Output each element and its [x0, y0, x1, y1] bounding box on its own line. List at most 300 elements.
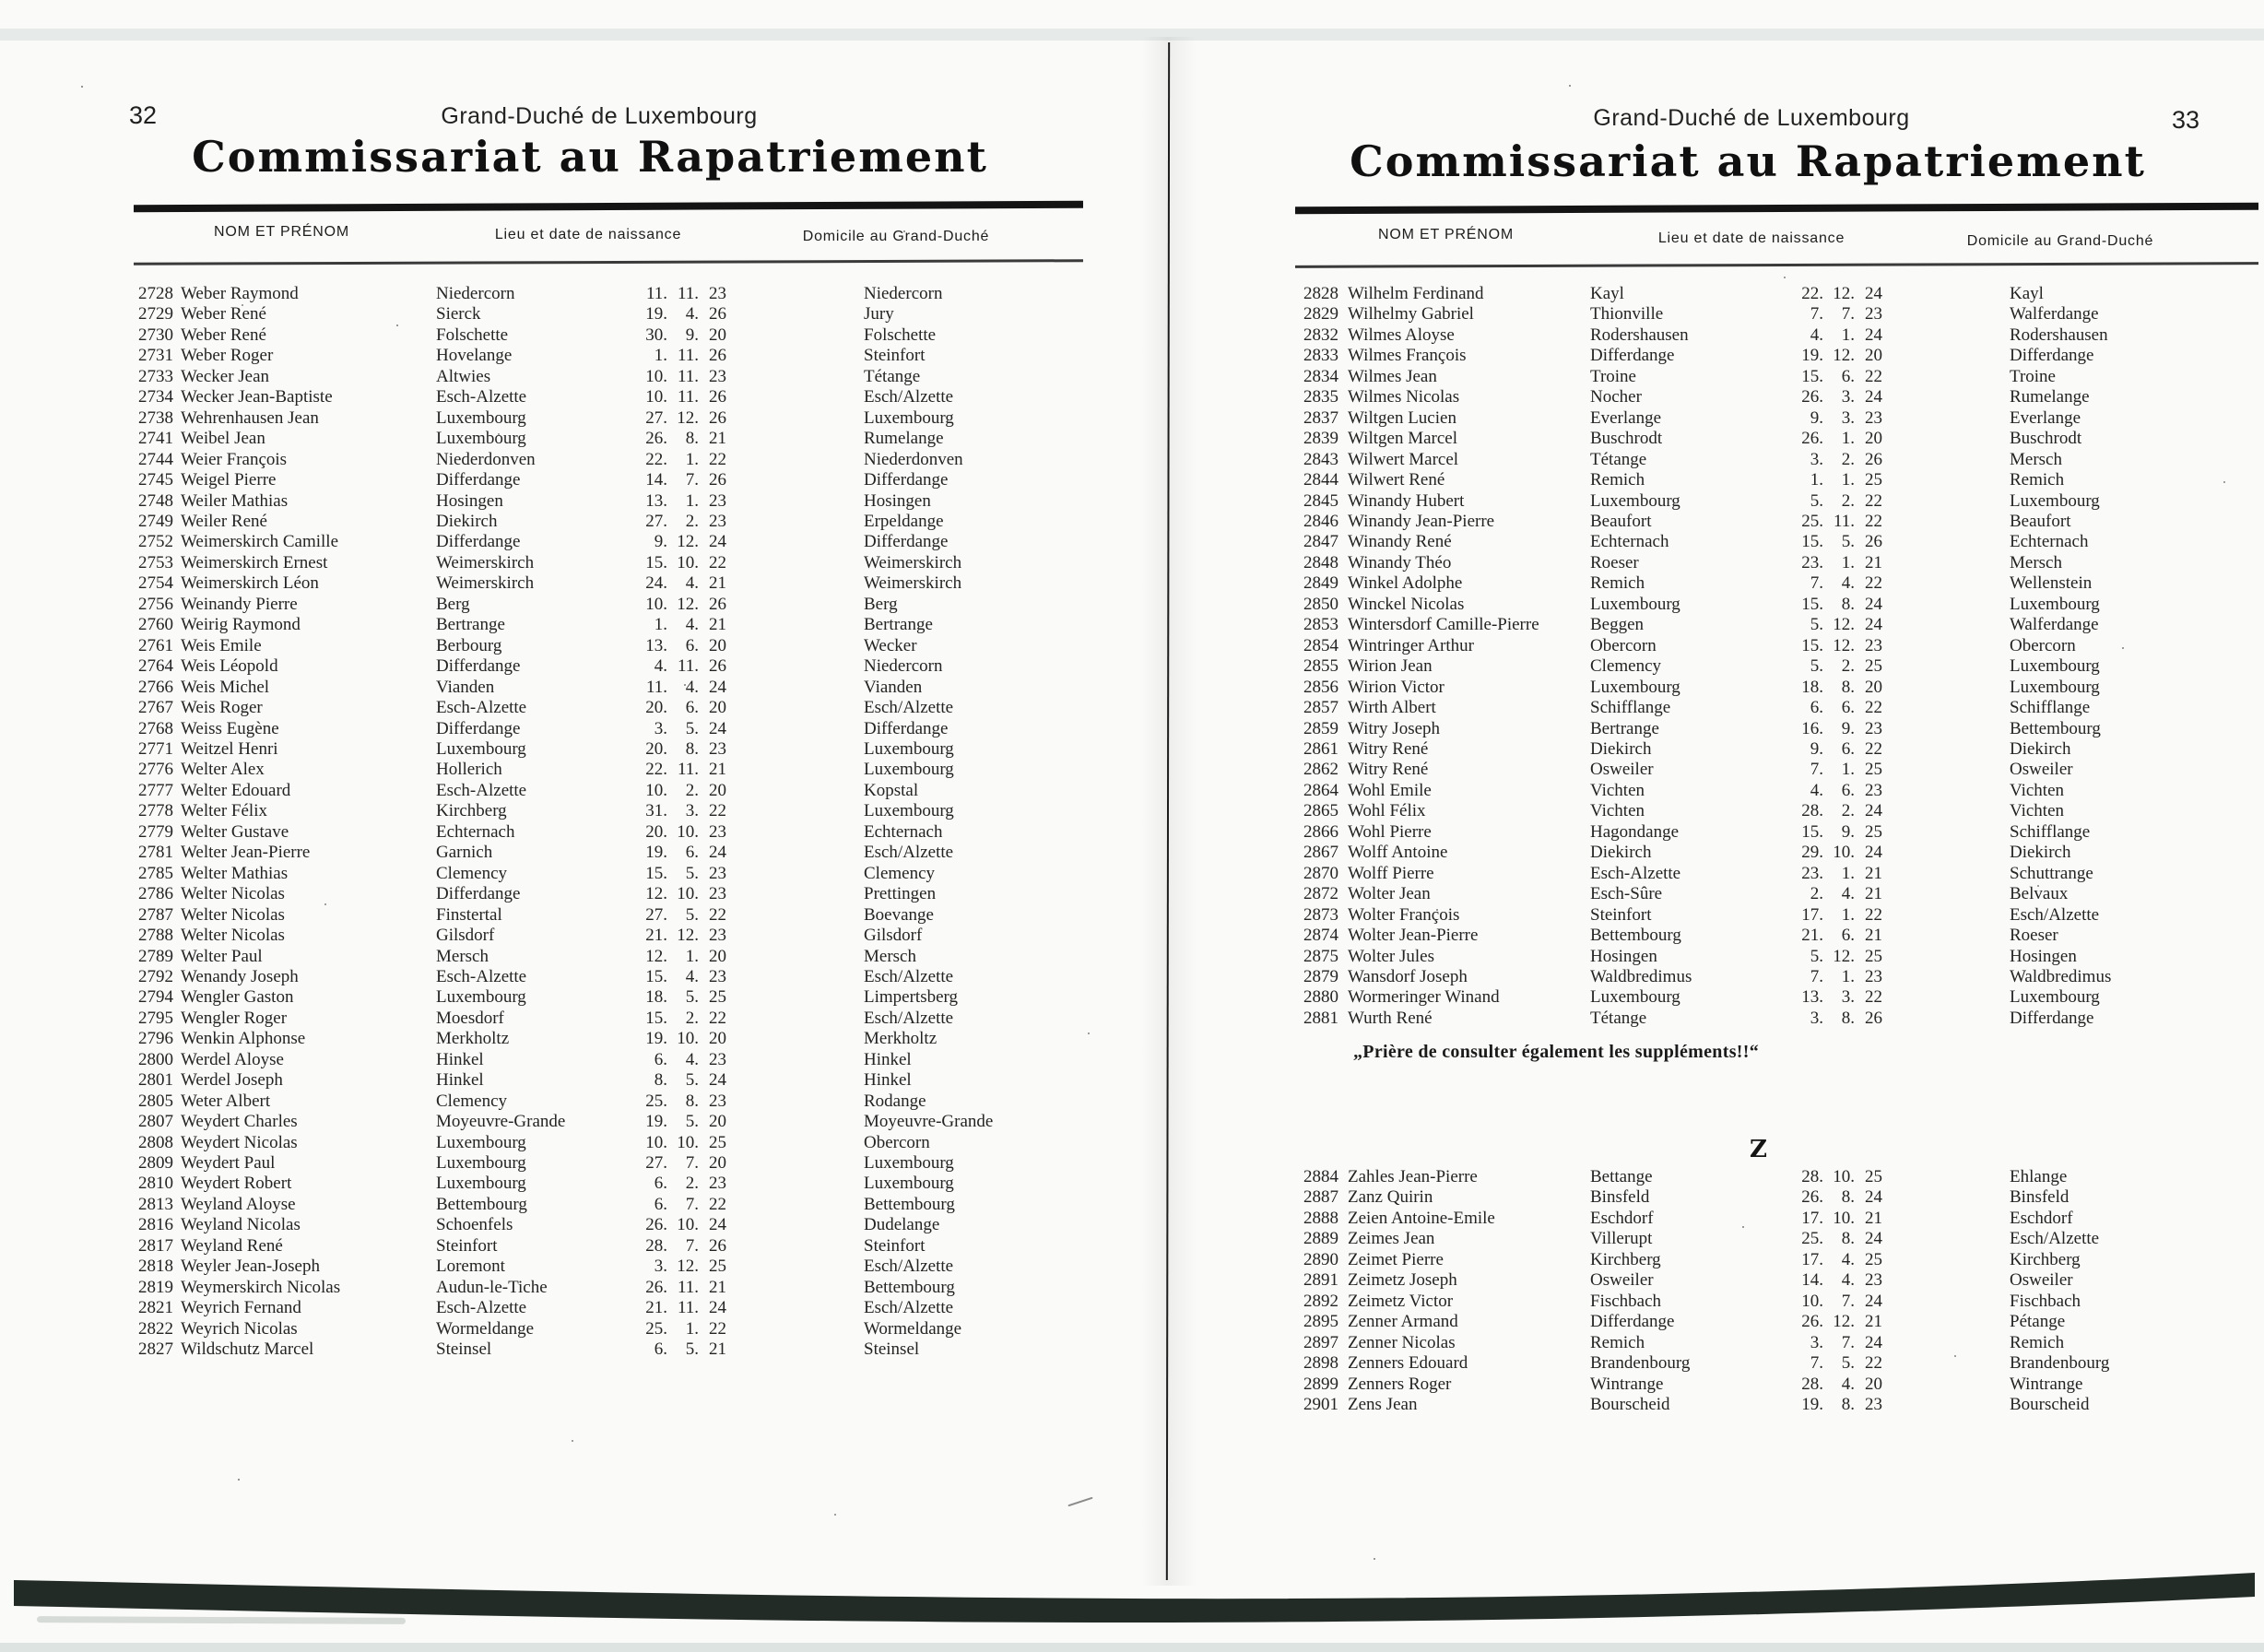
entry-birthdate — [1749, 615, 1882, 635]
entry-birthplace: Diekirch — [436, 511, 498, 531]
entry-birthdate — [1749, 1292, 1882, 1312]
entry-domicile: Niedercorn — [864, 656, 943, 677]
entry-birthdate — [597, 408, 726, 429]
entry-birthdate-year: 21 — [1865, 1312, 1882, 1332]
entry-birthdate — [597, 801, 726, 821]
entry-birthdate-month: 5. — [685, 1112, 699, 1132]
entry-name: Wirion Victor — [1348, 677, 1444, 697]
table-row — [1289, 739, 2229, 760]
entry-birthdate — [597, 926, 726, 946]
entry-birthplace: Luxembourg — [436, 429, 526, 449]
entry-birthdate-year: 22 — [1865, 904, 1882, 925]
table-row — [120, 553, 1060, 573]
entry-domicile: Wintrange — [2010, 1374, 2083, 1394]
entry-number: 2898 — [1303, 1353, 1338, 1374]
entry-birthdate-month: 1. — [1841, 904, 1855, 925]
entry-name: Wormeringer Winand — [1348, 987, 1500, 1008]
entry-birthdate-month: 4. — [685, 304, 699, 324]
entry-birthdate-day: 28. — [1801, 1167, 1823, 1186]
entry-domicile: Roeser — [2010, 926, 2058, 946]
entry-number: 2827 — [138, 1339, 173, 1360]
entry-birthplace: Differdange — [436, 470, 521, 490]
entry-birthdate — [1749, 346, 1882, 366]
entry-domicile: Vianden — [864, 677, 923, 697]
entry-birthdate — [1749, 739, 1882, 760]
entry-birthdate — [1749, 884, 1882, 904]
entry-birthplace: Differdange — [1590, 346, 1675, 366]
entry-birthdate-month: 10. — [677, 821, 699, 842]
entry-birthdate-day: 28. — [1801, 1374, 1823, 1394]
column-header-domicile-right: Domicile au Grand-Duché — [1966, 233, 2154, 249]
entry-domicile: Luxembourg — [864, 760, 954, 780]
entry-birthdate-day: 26. — [645, 429, 667, 449]
entry-name: Wilwert Marcel — [1348, 449, 1459, 469]
entry-birthdate-year: 22 — [1865, 738, 1882, 759]
entry-birthdate — [1749, 760, 1882, 780]
entry-birthplace: Sierck — [436, 304, 481, 324]
table-row — [120, 967, 1060, 987]
entry-birthdate-day: 15. — [1801, 366, 1823, 386]
entry-domicile: Pétange — [2010, 1312, 2066, 1332]
entry-domicile: Echternach — [864, 821, 943, 842]
entry-birthplace: Esch-Alzette — [436, 1298, 527, 1318]
entry-birthdate-month: 5. — [685, 904, 699, 925]
entry-domicile: Diekirch — [2010, 738, 2071, 759]
entry-birthdate-day: 5. — [1810, 656, 1823, 677]
table-row — [120, 1050, 1060, 1070]
entry-number: 2741 — [138, 429, 173, 449]
entry-birthdate-year: 20 — [709, 698, 726, 718]
entry-birthdate-day: 22. — [645, 760, 667, 780]
entry-number: 2810 — [138, 1174, 173, 1194]
entry-birthdate — [597, 470, 726, 490]
entry-birthdate-day: 31. — [645, 801, 667, 821]
entry-birthplace: Clemency — [436, 863, 508, 883]
table-row — [120, 1092, 1060, 1112]
entry-birthplace: Diekirch — [1590, 738, 1652, 759]
entry-name: Wolter François — [1348, 904, 1460, 925]
entry-birthdate — [597, 1133, 726, 1153]
entry-name: Wilmes Jean — [1348, 366, 1437, 386]
entry-birthdate-day: 5. — [1810, 615, 1823, 635]
entry-birthdate-year: 24 — [1865, 615, 1882, 635]
table-row — [120, 367, 1060, 387]
entry-number: 2833 — [1303, 346, 1338, 366]
entry-birthdate — [1749, 967, 1882, 987]
entry-domicile: Walferdange — [2010, 304, 2099, 324]
table-row — [120, 1215, 1060, 1235]
entry-number: 2819 — [138, 1277, 173, 1297]
entry-birthdate-year: 25 — [1865, 760, 1882, 780]
entry-name: Wenandy Joseph — [181, 966, 299, 986]
entry-domicile: Hinkel — [864, 1070, 912, 1091]
entry-name: Zeimetz Victor — [1348, 1291, 1454, 1311]
entry-birthdate-day: 26. — [645, 1277, 667, 1297]
entry-number: 2788 — [138, 926, 173, 946]
entry-birthdate-month: 5. — [685, 718, 699, 738]
entry-birthdate-day: 10. — [645, 780, 667, 800]
header-rule-thin-left — [134, 259, 1083, 266]
entry-birthdate-year: 20 — [1865, 1374, 1882, 1394]
entry-name: Zenner Armand — [1348, 1312, 1458, 1332]
table-row — [1289, 450, 2229, 470]
entry-birthdate-year: 22 — [709, 1318, 726, 1339]
entry-domicile: Esch/Alzette — [864, 698, 954, 718]
entry-birthdate-day: 17. — [1801, 1208, 1823, 1228]
entry-birthdate-day: 11. — [645, 677, 667, 697]
entry-domicile: Luxembourg — [2010, 656, 2100, 677]
entry-birthdate-month: 3. — [1841, 407, 1855, 428]
entry-birthdate-day: 27. — [645, 407, 667, 428]
entry-birthplace: Luxembourg — [1590, 594, 1680, 614]
table-row — [120, 843, 1060, 863]
entry-name: Wenkin Alphonse — [181, 1029, 306, 1049]
page-title-left: Commissariat au Rapatriement — [192, 132, 988, 182]
entry-birthdate-month: 6. — [685, 635, 699, 655]
entry-birthdate-day: 15. — [645, 1008, 667, 1028]
entry-number: 2857 — [1303, 698, 1338, 718]
table-row — [1289, 573, 2229, 594]
entry-domicile: Bertrange — [864, 615, 933, 635]
entry-birthdate-year: 26 — [709, 346, 726, 366]
entry-birthdate-month: 1. — [685, 449, 699, 469]
entry-birthdate-day: 5. — [1810, 490, 1823, 511]
entry-birthdate-day: 19. — [645, 1112, 667, 1132]
entry-birthdate — [1749, 1187, 1882, 1208]
entry-name: Wohl Félix — [1348, 801, 1426, 821]
entry-birthplace: Clemency — [436, 1091, 508, 1111]
entry-birthdate-year: 22 — [1865, 490, 1882, 511]
entry-birthplace: Esch-Alzette — [436, 780, 527, 800]
entry-birthdate-year: 24 — [1865, 1187, 1882, 1208]
table-row — [120, 884, 1060, 904]
entry-birthdate-month: 10. — [677, 1132, 699, 1152]
entry-birthdate-year: 24 — [709, 843, 726, 863]
table-row — [1289, 678, 2229, 698]
entry-number: 2777 — [138, 780, 173, 800]
entry-birthdate-month: 2. — [685, 1008, 699, 1028]
entry-domicile: Remich — [2010, 470, 2065, 490]
page-title-right: Commissariat au Rapatriement — [1350, 136, 2146, 186]
entry-birthdate-year: 22 — [1865, 511, 1882, 531]
entry-birthdate-year: 20 — [709, 635, 726, 655]
entry-name: Zenners Roger — [1348, 1374, 1452, 1394]
entry-birthdate-year: 23 — [709, 926, 726, 946]
entry-birthplace: Luxembourg — [436, 987, 526, 1008]
entry-number: 2730 — [138, 324, 173, 345]
entry-domicile: Schuttrange — [2010, 863, 2093, 883]
entry-domicile: Esch/Alzette — [2010, 1229, 2100, 1249]
entry-number: 2760 — [138, 615, 173, 635]
entry-birthdate-year: 23 — [709, 366, 726, 386]
entry-birthdate-month: 3. — [685, 801, 699, 821]
entry-birthdate-day: 10. — [1801, 1291, 1823, 1311]
entry-name: Weber René — [181, 324, 266, 345]
entry-name: Welter Paul — [181, 946, 263, 966]
pencil-mark — [1067, 1497, 1092, 1507]
table-row — [120, 573, 1060, 594]
entry-birthdate-day: 8. — [654, 1070, 667, 1091]
entry-birthdate-month: 8. — [1841, 594, 1855, 614]
entry-domicile: Eschdorf — [2010, 1208, 2073, 1228]
entry-number: 2865 — [1303, 801, 1338, 821]
entry-number: 2888 — [1303, 1208, 1338, 1228]
entry-birthdate-year: 23 — [709, 966, 726, 986]
scan-noise — [0, 0, 2, 2]
repatriation-table-right — [1289, 284, 2229, 1029]
entry-birthdate-year: 22 — [709, 449, 726, 469]
entry-number: 2848 — [1303, 552, 1338, 572]
entry-birthdate-month: 11. — [1833, 511, 1855, 531]
entry-birthplace: Nocher — [1590, 387, 1642, 407]
column-header-name-left: NOM ET PRÉNOM — [214, 224, 350, 240]
entry-birthdate-month: 2. — [1841, 801, 1855, 821]
entry-name: Wilhelmy Gabriel — [1348, 304, 1474, 324]
entry-birthdate — [597, 304, 726, 324]
entry-birthplace: Bertrange — [436, 615, 505, 635]
entry-domicile: Steinfort — [864, 1235, 926, 1256]
entry-name: Zeimet Pierre — [1348, 1249, 1444, 1269]
entry-birthdate-month: 8. — [685, 429, 699, 449]
entry-birthdate-month: 7. — [685, 1153, 699, 1174]
entry-domicile: Merkholtz — [864, 1029, 937, 1049]
entry-birthdate-year: 20 — [1865, 346, 1882, 366]
table-row — [120, 1174, 1060, 1194]
entry-birthdate-year: 22 — [709, 1194, 726, 1214]
table-row — [120, 512, 1060, 532]
entry-birthdate-day: 3. — [1810, 1008, 1823, 1028]
entry-birthplace: Luxembourg — [1590, 490, 1680, 511]
entry-name: Weitzel Henri — [181, 738, 278, 759]
entry-birthdate-month: 12. — [1833, 615, 1855, 635]
entry-name: Weiler René — [181, 511, 267, 531]
entry-name: Weydert Charles — [181, 1112, 298, 1132]
entry-birthplace: Osweiler — [1590, 760, 1654, 780]
entry-number: 2771 — [138, 738, 173, 759]
entry-birthplace: Waldbredimus — [1590, 966, 1692, 986]
entry-domicile: Wecker — [864, 635, 917, 655]
entry-name: Weimerskirch Camille — [181, 532, 338, 552]
entry-birthdate-day: 15. — [645, 552, 667, 572]
entry-birthplace: Niedercorn — [436, 284, 515, 303]
entry-name: Werdel Joseph — [181, 1070, 283, 1091]
table-row — [1289, 470, 2229, 490]
entry-name: Welter Jean-Pierre — [181, 843, 311, 863]
entry-name: Weibel Jean — [181, 429, 265, 449]
table-row — [1289, 284, 2229, 304]
entry-name: Wilhelm Ferdinand — [1348, 284, 1484, 303]
entry-birthdate-year: 25 — [1865, 1167, 1882, 1186]
entry-birthdate-month: 12. — [1833, 284, 1855, 303]
entry-name: Wolff Antoine — [1348, 843, 1448, 863]
entry-birthdate — [597, 1298, 726, 1318]
entry-birthdate-year: 23 — [709, 884, 726, 904]
entry-birthdate-day: 13. — [1801, 987, 1823, 1008]
entry-number: 2875 — [1303, 946, 1338, 966]
table-row — [1289, 656, 2229, 677]
entry-birthplace: Eschdorf — [1590, 1208, 1654, 1228]
entry-birthdate-month: 8. — [1841, 1394, 1855, 1414]
entry-number: 2897 — [1303, 1332, 1338, 1352]
entry-birthdate — [1749, 284, 1882, 304]
entry-domicile: Bettembourg — [864, 1277, 955, 1297]
entry-birthdate-day: 6. — [1810, 698, 1823, 718]
entry-domicile: Osweiler — [2010, 760, 2073, 780]
entry-birthdate-day: 4. — [1810, 324, 1823, 345]
entry-birthdate — [597, 739, 726, 760]
entry-number: 2832 — [1303, 324, 1338, 345]
entry-birthdate — [597, 532, 726, 552]
table-row — [1289, 719, 2229, 739]
entry-birthdate — [1749, 1209, 1882, 1229]
scan-bottom-edge — [0, 1643, 2264, 1652]
entry-birthplace: Remich — [1590, 573, 1645, 594]
entry-number: 2862 — [1303, 760, 1338, 780]
table-row — [1289, 532, 2229, 552]
header-rule-thick-left — [134, 201, 1083, 212]
entry-birthplace: Weimerskirch — [436, 552, 535, 572]
table-row — [1289, 491, 2229, 512]
entry-birthdate-day: 20. — [645, 738, 667, 759]
entry-number: 2864 — [1303, 780, 1338, 800]
entry-birthdate-year: 20 — [709, 946, 726, 966]
entry-number: 2880 — [1303, 987, 1338, 1008]
entry-domicile: Obercorn — [864, 1132, 930, 1152]
entry-birthplace: Esch-Alzette — [436, 698, 527, 718]
table-row — [120, 801, 1060, 821]
entry-name: Witry Joseph — [1348, 718, 1441, 738]
entry-birthplace: Remich — [1590, 470, 1645, 490]
entry-birthdate — [597, 678, 726, 698]
entry-name: Witry René — [1348, 760, 1429, 780]
entry-birthdate — [597, 698, 726, 718]
table-row — [120, 947, 1060, 967]
entry-number: 2834 — [1303, 366, 1338, 386]
entry-name: Wiltgen Marcel — [1348, 429, 1457, 449]
entry-birthdate-month: 7. — [685, 1194, 699, 1214]
entry-birthplace: Beaufort — [1590, 511, 1652, 531]
entry-birthdate-day: 24. — [645, 573, 667, 594]
entry-birthplace: Bertrange — [1590, 718, 1659, 738]
entry-birthdate — [597, 1112, 726, 1132]
entry-domicile: Troine — [2010, 366, 2056, 386]
entry-number: 2768 — [138, 718, 173, 738]
entry-birthdate-year: 22 — [1865, 573, 1882, 594]
entry-birthdate-year: 25 — [1865, 470, 1882, 490]
entry-number: 2785 — [138, 863, 173, 883]
entry-number: 2794 — [138, 987, 173, 1008]
table-row — [120, 760, 1060, 780]
table-row — [1289, 1333, 2229, 1353]
entry-name: Winandy Théo — [1348, 552, 1452, 572]
table-row — [1289, 1167, 2229, 1187]
entry-birthdate-month: 10. — [677, 884, 699, 904]
entry-number: 2764 — [138, 656, 173, 677]
entry-birthplace: Hosingen — [436, 490, 503, 511]
entry-number: 2879 — [1303, 966, 1338, 986]
entry-birthdate-month: 8. — [685, 738, 699, 759]
entry-domicile: Jury — [864, 304, 894, 324]
entry-birthdate-day: 4. — [1810, 780, 1823, 800]
entry-name: Wolter Jules — [1348, 946, 1434, 966]
entry-name: Wohl Emile — [1348, 780, 1432, 800]
entry-domicile: Everlange — [2010, 407, 2081, 428]
supplements-note: „Prière de consulter également les suppléments!!“ — [1353, 1042, 1759, 1062]
entry-birthdate-month: 4. — [1841, 884, 1855, 904]
entry-birthdate-year: 23 — [709, 284, 726, 303]
entry-domicile: Weimerskirch — [864, 552, 962, 572]
entry-name: Weirig Raymond — [181, 615, 301, 635]
entry-name: Weyrich Nicolas — [181, 1318, 298, 1339]
entry-number: 2844 — [1303, 470, 1338, 490]
table-row — [120, 1153, 1060, 1174]
table-row — [120, 739, 1060, 760]
table-row — [1289, 801, 2229, 821]
entry-birthdate-month: 7. — [1841, 304, 1855, 324]
entry-birthplace: Tétange — [1590, 449, 1647, 469]
entry-birthdate-day: 1. — [654, 346, 667, 366]
entry-number: 2891 — [1303, 1270, 1338, 1291]
entry-number: 2792 — [138, 966, 173, 986]
entry-name: Wilmes Nicolas — [1348, 387, 1460, 407]
entry-birthdate-year: 20 — [1865, 429, 1882, 449]
entry-birthdate — [597, 1257, 726, 1277]
entry-name: Welter Nicolas — [181, 904, 285, 925]
entry-birthdate — [1749, 1353, 1882, 1374]
entry-birthplace: Thionville — [1590, 304, 1664, 324]
entry-birthplace: Brandenbourg — [1590, 1353, 1691, 1374]
entry-name: Zens Jean — [1348, 1394, 1418, 1414]
entry-birthplace: Rodershausen — [1590, 324, 1689, 345]
entry-birthdate-month: 4. — [685, 966, 699, 986]
entry-number: 2781 — [138, 843, 173, 863]
entry-birthplace: Bettange — [1590, 1167, 1653, 1186]
entry-birthdate-year: 26 — [1865, 1008, 1882, 1028]
entry-birthdate-month: 7. — [685, 470, 699, 490]
entry-birthplace: Beggen — [1590, 615, 1645, 635]
entry-birthdate-day: 3. — [1810, 1332, 1823, 1352]
entry-birthplace: Luxembourg — [1590, 677, 1680, 697]
entry-domicile: Luxembourg — [864, 1174, 954, 1194]
entry-number: 2849 — [1303, 573, 1338, 594]
column-header-name-right: NOM ET PRÉNOM — [1378, 227, 1515, 242]
entry-domicile: Esch/Alzette — [864, 1008, 954, 1028]
table-row — [120, 615, 1060, 635]
entry-birthdate-month: 7. — [685, 1235, 699, 1256]
table-row — [120, 470, 1060, 490]
entry-birthdate-year: 22 — [709, 801, 726, 821]
entry-birthdate-month: 6. — [1841, 926, 1855, 946]
entry-birthdate-month: 7. — [1841, 1291, 1855, 1311]
entry-birthdate — [1749, 429, 1882, 449]
entry-domicile: Schifflange — [2010, 821, 2091, 842]
entry-birthdate-day: 15. — [645, 863, 667, 883]
entry-birthdate-year: 23 — [1865, 1270, 1882, 1291]
entry-number: 2801 — [138, 1070, 173, 1091]
entry-name: Winkel Adolphe — [1348, 573, 1463, 594]
entry-birthdate-year: 22 — [709, 1008, 726, 1028]
entry-birthplace: Berbourg — [436, 635, 502, 655]
entry-name: Winandy Jean-Pierre — [1348, 511, 1495, 531]
entry-birthplace: Luxembourg — [1590, 987, 1680, 1008]
entry-birthplace: Vichten — [1590, 801, 1645, 821]
entry-birthdate-day: 10. — [645, 594, 667, 614]
entry-number: 2873 — [1303, 904, 1338, 925]
entry-birthplace: Esch-Alzette — [436, 966, 527, 986]
entry-birthdate-day: 6. — [654, 1049, 667, 1069]
entry-name: Wengler Gaston — [181, 987, 294, 1008]
entry-name: Wilmes Aloyse — [1348, 324, 1455, 345]
